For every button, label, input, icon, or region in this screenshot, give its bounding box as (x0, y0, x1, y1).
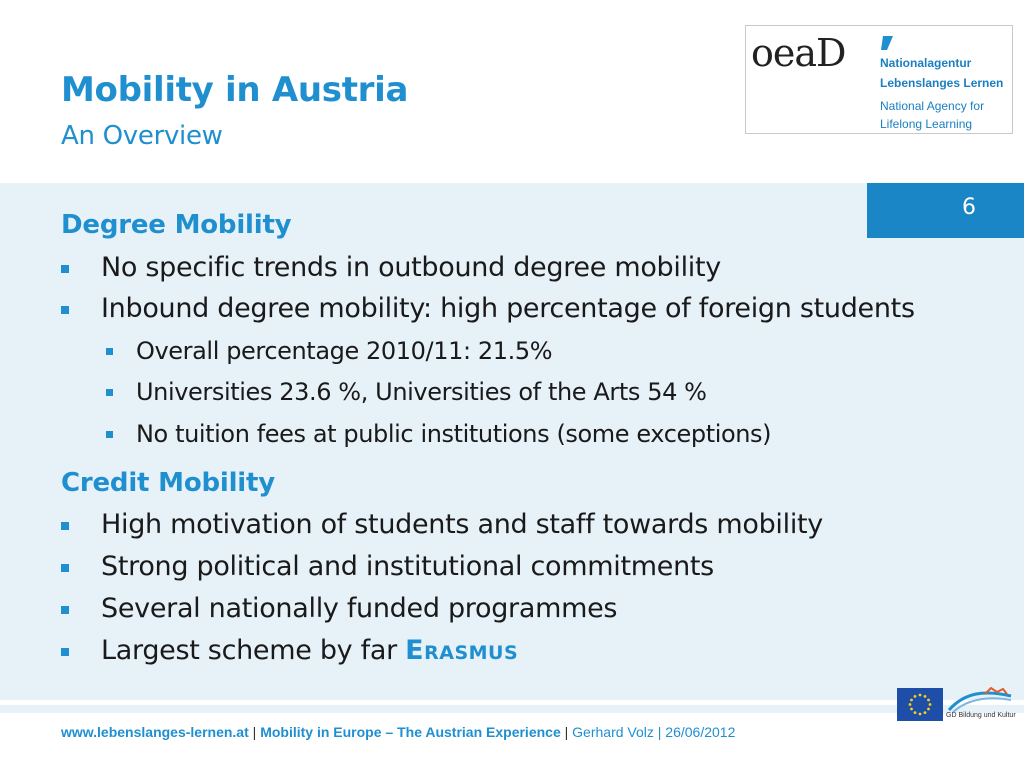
eu-flag-icon (897, 688, 943, 721)
bullet-square-icon (61, 606, 69, 614)
bullet-square-icon (61, 564, 69, 572)
bullet-square-icon (61, 648, 69, 656)
bullet-square-icon (106, 431, 113, 438)
logo-line-4: Lifelong Learning (880, 117, 973, 131)
degree-mobility-heading: Degree Mobility (61, 210, 292, 240)
slide-footer (61, 724, 735, 740)
partner-caption: GD Bildung und Kultur (946, 712, 1016, 719)
page-number-badge (867, 183, 1024, 238)
bullet-square-icon (61, 265, 69, 273)
footer-talk-title: Mobility in Europe – The Austrian Experience (260, 724, 561, 740)
bullet-square-icon (61, 306, 69, 314)
footer-separator: | (564, 724, 569, 740)
logo-line-2: Lebenslanges Lernen (880, 76, 1004, 90)
footer-divider (0, 705, 1024, 713)
footer-separator: | (252, 724, 257, 740)
slide-title: Mobility in Austria (61, 70, 409, 110)
bullet-square-icon (61, 522, 69, 530)
slide-header (0, 0, 1024, 183)
logo-line-3: National Agency for (880, 99, 985, 113)
logo-line-1: Nationalagentur (880, 56, 972, 70)
credit-mobility-heading: Credit Mobility (61, 468, 276, 498)
bullet-square-icon (106, 348, 113, 355)
footer-author-date: Gerhard Volz | 26/06/2012 (572, 724, 736, 740)
page-number: 6 (962, 195, 976, 220)
oead-wordmark-icon (751, 32, 901, 74)
slide-subtitle: An Overview (61, 121, 223, 151)
erasmus-prefix: Largest scheme by far (101, 635, 406, 666)
bullet-square-icon (106, 389, 113, 396)
footer-url[interactable]: www.lebenslanges-lernen.at (61, 724, 249, 740)
oead-logo (745, 25, 1013, 134)
erasmus-highlight: Erasmus (405, 635, 519, 666)
oead-wordmark: oeaD (751, 32, 846, 74)
